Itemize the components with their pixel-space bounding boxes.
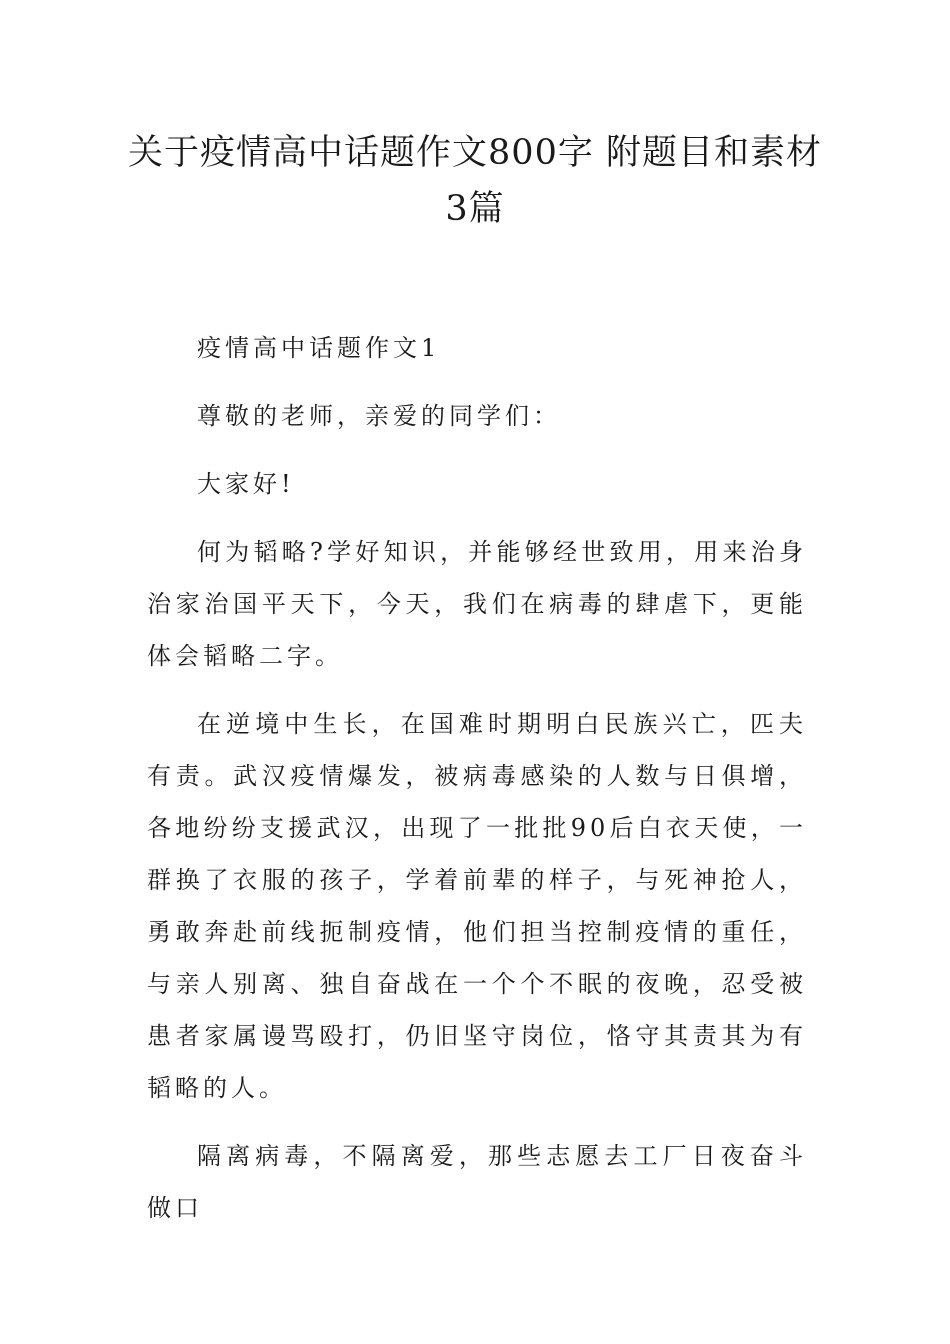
section-heading: 疫情高中话题作文1 (197, 334, 441, 362)
greeting: 大家好! (197, 470, 295, 498)
document-title: 关于疫情高中话题作文800字 附题目和素材3篇 (128, 133, 822, 229)
salutation: 尊敬的老师，亲爱的同学们： (197, 402, 561, 430)
paragraph: 何为韬略?学好知识，并能够经世致用，用来治身治家治国平天下，今天，我们在病毒的肆虐下，更能体会韬略二字。 (147, 538, 807, 670)
paragraph: 隔离病毒，不隔离爱，那些志愿去工厂日夜奋斗做口 (147, 1142, 807, 1222)
paragraph: 在逆境中生长，在国难时期明白民族兴亡，匹夫有责。武汉疫情爆发，被病毒感染的人数与日俱增，各地纷纷支援武汉，出现了一批批90后白衣天使，一群换了衣服的孩子，学着前辈的样子，与死神抢人，勇敢奔赴前线扼制疫情，他们担当控制疫情的重任，与亲人别离、独自奋战在一个个不眠的夜晚，忍受被患者家属谩骂殴打，仍旧坚守岗位，恪守其责其为有韬略的人。 (147, 710, 807, 1102)
document-body (147, 322, 807, 1250)
